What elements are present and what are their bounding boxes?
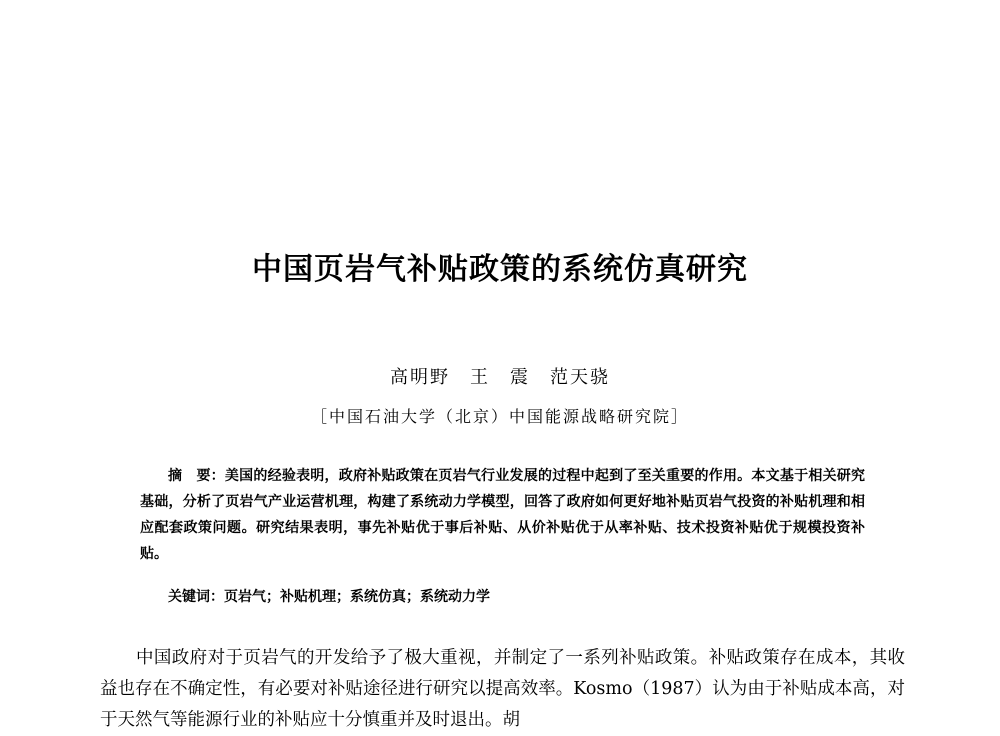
abstract-label: 摘 要： [168, 468, 225, 484]
author-affiliation: ［中国石油大学（北京）中国能源战略研究院］ [310, 407, 689, 426]
abstract-text: 美国的经验表明，政府补贴政策在页岩气行业发展的过程中起到了至关重要的作用。本文基于相关研究基础，分析了页岩气产业运营机理，构建了系统动力学模型，回答了政府如何更好地补贴页岩气投资的补贴机理和相应配套政策问题。研究结果表明，事先补贴优于事后补贴、从价补贴优于从率补贴、技术投资补贴优于规模投资补贴。 [140, 468, 866, 562]
keywords-block [168, 586, 868, 608]
keywords-text: 页岩气；补贴机理；系统仿真；系统动力学 [224, 589, 490, 605]
author-list: 高明野 王 震 范天骁 [390, 367, 610, 388]
paper-title: 中国页岩气补贴政策的系统仿真研究 [252, 252, 748, 287]
body-paragraph: 中国政府对于页岩气的开发给予了极大重视，并制定了一系列补贴政策。补贴政策存在成本，其收益也存在不确定性，有必要对补贴途径进行研究以提高效率。Kosmo（1987）认为由于补贴成本高，对于天然气等能源行业的补贴应十分慎重并及时退出。胡 [100, 648, 905, 730]
keywords-label: 关键词： [168, 589, 224, 605]
abstract-block [140, 463, 865, 567]
